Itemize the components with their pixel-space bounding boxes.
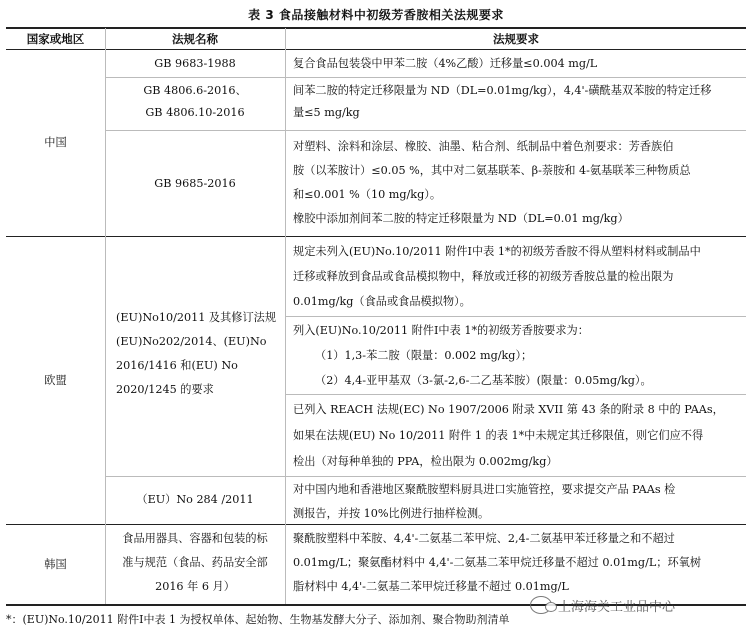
text-line: 脂材料中 4,4'-二氨基二苯甲烷迁移量不超过 0.01mg/L xyxy=(293,580,569,593)
text-line: 复合食品包装袋中甲苯二胺（4%乙酸）迁移量≤0.004 mg/L xyxy=(293,57,598,70)
requirement-text xyxy=(293,135,739,231)
text-line: （1）1,3-苯二胺（限量：0.002 mg/kg）； xyxy=(315,349,533,362)
requirement-text xyxy=(293,318,739,393)
text-line: 已列入 REACH 法规(EC) No 1907/2006 附录 XVII 第 43 条的附录 8 中的 PAAs， xyxy=(293,403,724,416)
text-line: 2020/1245 的要求 xyxy=(116,383,214,396)
text-line: 间苯二胺的特定迁移限量为 ND（DL=0.01mg/kg），4,4'-磺酰基双苯胺的特定迁移 xyxy=(293,84,712,97)
text-line: 量≤5 mg/kg xyxy=(293,106,360,119)
text-line: 胺（以苯胺计）≤0.05 %，其中对二氨基联苯、β-萘胺和 4-氨基联苯三种物质总 xyxy=(293,164,691,177)
text-line: GB 4806.6-2016、 xyxy=(143,84,247,97)
requirement-text xyxy=(293,527,739,599)
text-line: 对塑料、涂料和涂层、橡胶、油墨、粘合剂、纸制品中着色剂要求：芳香族伯 xyxy=(293,140,674,153)
country-china: 中国 xyxy=(44,136,67,149)
text-line: 2016/1416 和(EU) No xyxy=(116,359,238,372)
regulation-name xyxy=(116,306,294,402)
regulation-name xyxy=(106,80,284,124)
requirement-text xyxy=(293,80,739,124)
table-caption: 表 3 食品接触材料中初级芳香胺相关法规要求 xyxy=(248,8,504,22)
requirement-text xyxy=(293,478,739,526)
regulation-name xyxy=(106,527,284,599)
text-line: 聚酰胺塑料中苯胺、4,4'-二氨基二苯甲烷、2,4-二氨基甲苯迁移量之和不超过 xyxy=(293,532,675,545)
text-line: 迁移或释放到食品或食品模拟物中，释放或迁移的初级芳香胺总量的检出限为 xyxy=(293,270,674,283)
country-korea: 韩国 xyxy=(44,558,67,571)
text-line: GB 4806.10-2016 xyxy=(145,106,245,119)
text-line: 准与规范（食品、药品安全部 xyxy=(122,556,268,569)
text-line: （2）4,4-亚甲基双（3-氯-2,6-二乙基苯胺）(限量：0.05mg/kg）。 xyxy=(315,374,652,387)
text-line: 和≤0.001 %（10 mg/kg）。 xyxy=(293,188,442,201)
text-line: (EU)No10/2011 及其修订法规 xyxy=(116,311,277,324)
row-rule xyxy=(285,316,746,317)
country-eu: 欧盟 xyxy=(44,374,67,387)
text-line: 列入(EU)No.10/2011 附件I中表 1*的初级芳香胺要求为： xyxy=(293,324,589,337)
header-country: 国家或地区 xyxy=(26,32,85,46)
regulation-name: GB 9683-1988 xyxy=(154,57,236,70)
wechat-icon xyxy=(530,596,552,614)
text-line: 0.01mg/L；聚氨酯材料中 4,4'-二氨基二苯甲烷迁移量不超过 0.01mg/L；环氧树 xyxy=(293,556,702,569)
header-requirement: 法规要求 xyxy=(493,32,539,46)
text-line: (EU)No202/2014、(EU)No xyxy=(116,335,267,348)
text-line: 检出（对每种单独的 PPA，检出限为 0.002mg/kg） xyxy=(293,455,558,468)
regulation-name: （EU）No 284 /2011 xyxy=(136,493,254,506)
header-regulation: 法规名称 xyxy=(172,32,218,46)
text-line: 对中国内地和香港地区聚酰胺塑料厨具进口实施管控，要求提交产品 PAAs 检 xyxy=(293,483,676,496)
text-line: 橡胶中添加剂间苯二胺的特定迁移限量为 ND（DL=0.01 mg/kg） xyxy=(293,212,629,225)
text-line: 测报告，并按 10%比例进行抽样检测。 xyxy=(293,507,490,520)
text-line: 0.01mg/kg（食品或食品模拟物）。 xyxy=(293,295,471,308)
row-rule xyxy=(106,476,746,477)
text-line: 如果在法规(EU) No 10/2011 附件 1 的表 1*中未规定其迁移限值，则它们应不得 xyxy=(293,429,704,442)
text-line: 规定未列入(EU)No.10/2011 附件I中表 1*的初级芳香胺不得从塑料材料或制品中 xyxy=(293,245,701,258)
footnote: *：(EU)No.10/2011 附件I中表 1 为授权单体、起始物、生物基发酵大分子、添加剂、聚合物助剂清单 xyxy=(6,613,510,626)
text-line: 2016 年 6 月） xyxy=(155,580,235,593)
requirement-text xyxy=(293,53,739,75)
requirement-text xyxy=(293,397,739,475)
row-rule xyxy=(285,394,746,395)
requirement-text xyxy=(293,239,739,314)
section-rule xyxy=(6,236,746,237)
watermark xyxy=(530,592,750,618)
text-line: 食品用器具、容器和包装的标 xyxy=(122,532,268,545)
row-rule xyxy=(106,130,746,131)
row-rule xyxy=(106,77,746,78)
watermark-text: 上海海关工业品中心 xyxy=(558,599,676,615)
regulation-name: GB 9685-2016 xyxy=(154,177,236,190)
